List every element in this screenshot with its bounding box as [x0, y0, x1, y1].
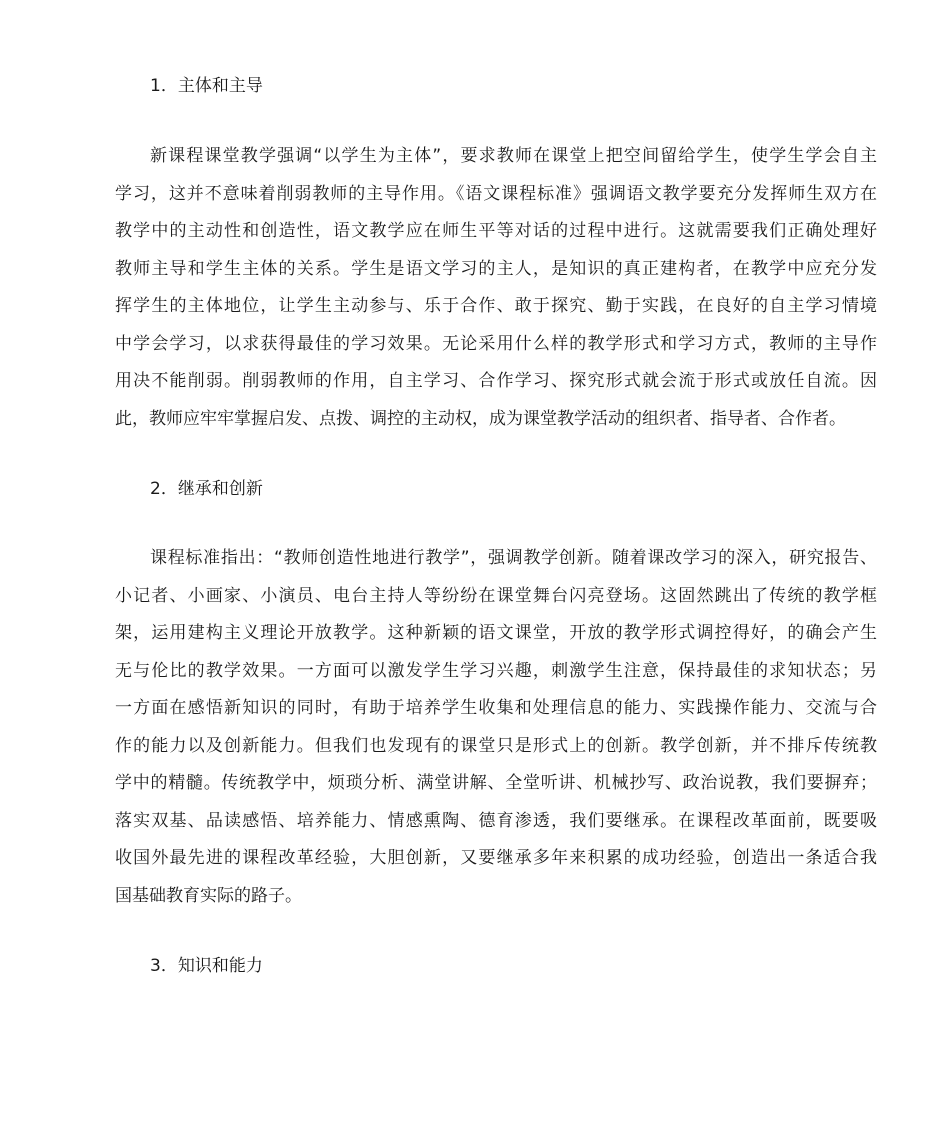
paragraph-line: 作的能力以及创新能力。但我们也发现有的课堂只是形式上的创新。教学创新，并不排斥传统教 — [115, 735, 877, 756]
paragraph-line: 无与伦比的教学效果。一方面可以激发学生学习兴趣，刺激学生注意，保持最佳的求知状态；另 — [115, 660, 877, 681]
section-heading-2: 2．继承和创新 — [150, 479, 263, 499]
paragraph-line: 教师主导和学生主体的关系。学生是语文学习的主人，是知识的真正建构者，在教学中应充分发 — [115, 258, 877, 279]
paragraph-line: 收国外最先进的课程改革经验，大胆创新，又要继承多年来积累的成功经验，创造出一条适合我 — [115, 848, 877, 868]
paragraph-line: 挥学生的主体地位，让学生主动参与、乐于合作、敢于探究、勤于实践，在良好的自主学习情境 — [115, 296, 877, 316]
section-heading-3: 3．知识和能力 — [150, 956, 263, 976]
paragraph-line: 用决不能削弱。削弱教师的作用，自主学习、合作学习、探究形式就会流于形式或放任自流。因 — [115, 371, 877, 391]
paragraph-line: 新课程课堂教学强调“以学生为主体”，要求教师在课堂上把空间留给学生，使学生学会自主 — [150, 146, 877, 166]
paragraph-line: 小记者、小画家、小演员、电台主持人等纷纷在课堂舞台闪亮登场。这固然跳出了传统的教学框 — [115, 585, 877, 606]
paragraph-line: 课程标准指出：“教师创造性地进行教学”，强调教学创新。随着课改学习的深入，研究报告、 — [150, 548, 877, 568]
paragraph-line: 中学会学习，以求获得最佳的学习效果。无论采用什么样的教学形式和学习方式，教师的主导作 — [115, 333, 877, 354]
paragraph-line: 教学中的主动性和创造性，语文教学应在师生平等对话的过程中进行。这就需要我们正确处理好 — [115, 221, 877, 241]
section-paragraph-1 — [115, 138, 877, 438]
paragraph-line: 学习，这并不意味着削弱教师的主导作用。《语文课程标准》强调语文教学要充分发挥师生双方在 — [115, 183, 877, 204]
section-paragraph-2 — [115, 540, 877, 915]
section-heading-1: 1．主体和主导 — [150, 76, 263, 96]
paragraph-line: 学中的精髓。传统教学中，烦琐分析、满堂讲解、全堂听讲、机械抄写、政治说教，我们要摒弃； — [115, 773, 877, 793]
paragraph-line: 国基础教育实际的路子。 — [115, 885, 302, 906]
paragraph-line: 一方面在感悟新知识的同时，有助于培养学生收集和处理信息的能力、实践操作能力、交流与合 — [115, 698, 877, 718]
paragraph-line: 架，运用建构主义理论开放教学。这种新颖的语文课堂，开放的教学形式调控得好，的确会产生 — [115, 623, 877, 643]
paragraph-line: 此，教师应牢牢掌握启发、点拨、调控的主动权，成为课堂教学活动的组织者、指导者、合作者。 — [115, 408, 846, 429]
paragraph-line: 落实双基、品读感悟、培养能力、情感熏陶、德育渗透，我们要继承。在课程改革面前，既要吸 — [115, 810, 877, 831]
